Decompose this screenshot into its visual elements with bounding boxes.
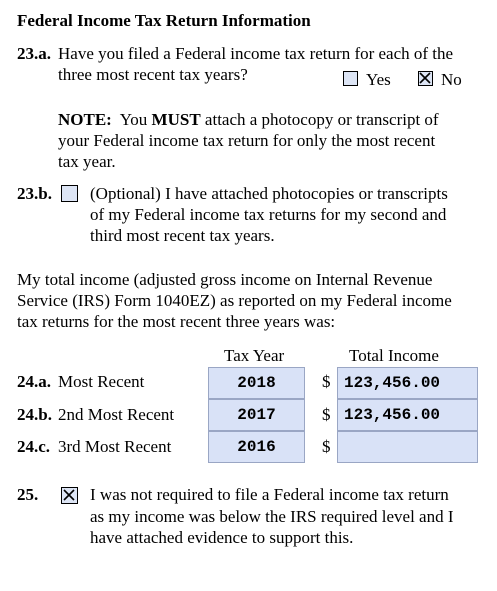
intro-line2: Service (IRS) Form 1040EZ) as reported on my Federal income (17, 291, 452, 310)
question-23b-text-line2: of my Federal income tax returns for my second and (90, 205, 447, 224)
row-24c-number: 24.c. (17, 437, 51, 456)
income-24b-field[interactable]: 123,456.00 (337, 399, 478, 431)
question-25-text-line3: have attached evidence to support this. (90, 528, 354, 547)
question-23b-text-line1: (Optional) I have attached photocopies or transcripts (90, 184, 448, 203)
intro-line1: My total income (adjusted gross income on Internal Revenue (17, 270, 433, 289)
row-24b-number: 24.b. (17, 405, 52, 424)
row-24c-label: 3rd Most Recent (58, 437, 172, 456)
currency-symbol-24c: $ (322, 437, 331, 456)
intro-line3: tax returns for the most recent three years was: (17, 312, 336, 331)
optional-copies-checkbox[interactable] (61, 185, 78, 202)
question-25-text-line1: I was not required to file a Federal income tax return (90, 485, 449, 504)
column-header-tax-year: Tax Year (224, 346, 285, 365)
check-x-icon (63, 489, 75, 501)
note-text-b: attach a photocopy or transcript of (204, 110, 439, 129)
note-must: MUST (151, 110, 201, 129)
note-line2: your Federal income tax return for only the most recent (58, 131, 436, 150)
tax-year-24c-field[interactable]: 2016 (208, 431, 305, 463)
not-required-checkbox[interactable] (61, 487, 78, 504)
row-24a-label: Most Recent (58, 372, 145, 391)
question-25-text-line2: as my income was below the IRS required level and I (90, 507, 454, 526)
check-x-icon (419, 72, 431, 84)
question-23a-number: 23.a. (17, 44, 51, 63)
yes-checkbox[interactable] (343, 71, 358, 86)
currency-symbol-24b: $ (322, 405, 331, 424)
question-23b-text-line3: third most recent tax years. (90, 226, 275, 245)
note-text-a: You (119, 110, 148, 129)
row-24a-number: 24.a. (17, 372, 51, 391)
no-label: No (441, 70, 462, 89)
column-header-total-income: Total Income (349, 346, 439, 365)
income-24a-field[interactable]: 123,456.00 (337, 367, 478, 399)
row-24b-label: 2nd Most Recent (58, 405, 175, 424)
tax-year-24a-field[interactable]: 2018 (208, 367, 305, 399)
income-24c-field[interactable] (337, 431, 478, 463)
note-line3: tax year. (58, 152, 116, 171)
question-23b-number: 23.b. (17, 184, 52, 203)
note-line1 (58, 109, 439, 130)
currency-symbol-24a: $ (322, 372, 331, 391)
no-checkbox[interactable] (418, 71, 433, 86)
question-23a-text-line1: Have you filed a Federal income tax return for each of the (58, 44, 454, 63)
section-title: Federal Income Tax Return Information (17, 11, 311, 30)
yes-label: Yes (366, 70, 391, 89)
question-25-number: 25. (17, 485, 39, 504)
question-23a-text-line2: three most recent tax years? (58, 65, 248, 84)
tax-year-24b-field[interactable]: 2017 (208, 399, 305, 431)
note-label: NOTE: (58, 110, 112, 129)
